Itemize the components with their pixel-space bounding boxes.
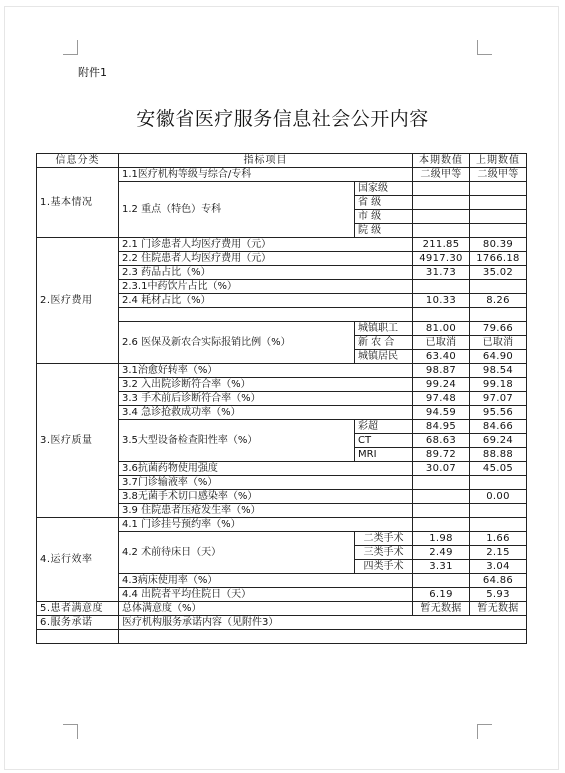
sub-item-cell: 国家级	[355, 182, 413, 196]
indicator-cell: 2.6 医保及新农合实际报销比例（%）	[119, 322, 355, 364]
previous-value: 88.88	[470, 448, 527, 462]
crop-mark-top-right	[477, 40, 492, 55]
category-satisfaction: 5.患者满意度	[37, 602, 119, 616]
current-value: 99.24	[413, 378, 470, 392]
current-value: 97.48	[413, 392, 470, 406]
previous-value: 暂无数据	[470, 602, 527, 616]
table-row	[37, 602, 527, 616]
indicator-cell: 4.1 门诊挂号预约率（%）	[119, 518, 413, 532]
table-row	[37, 630, 527, 644]
previous-value: 98.54	[470, 364, 527, 378]
previous-value: 2.15	[470, 546, 527, 560]
current-value: 暂无数据	[413, 602, 470, 616]
previous-value: 95.56	[470, 406, 527, 420]
previous-value: 64.90	[470, 350, 527, 364]
current-value	[413, 224, 470, 238]
table-header-row	[37, 154, 527, 168]
previous-value: 97.07	[470, 392, 527, 406]
previous-value	[470, 210, 527, 224]
current-value: 81.00	[413, 322, 470, 336]
previous-value: 80.39	[470, 238, 527, 252]
previous-value	[470, 196, 527, 210]
previous-value: 64.86	[470, 574, 527, 588]
current-value: 1.98	[413, 532, 470, 546]
sub-item-cell: 城镇职工	[355, 322, 413, 336]
current-value: 已取消	[413, 336, 470, 350]
current-value	[413, 476, 470, 490]
attachment-label: 附件1	[78, 66, 107, 79]
indicator-cell: 2.3 药品占比（%）	[119, 266, 413, 280]
crop-mark-bottom-right	[477, 724, 492, 739]
current-value: 89.72	[413, 448, 470, 462]
current-value: 2.49	[413, 546, 470, 560]
disclosure-table	[36, 153, 527, 644]
indicator-cell: 1.2 重点（特色）专科	[119, 182, 355, 238]
current-value: 211.85	[413, 238, 470, 252]
current-value: 6.19	[413, 588, 470, 602]
indicator-cell: 1.1医疗机构等级与综合/专科	[119, 168, 413, 182]
previous-value	[470, 182, 527, 196]
previous-value: 3.04	[470, 560, 527, 574]
current-value: 63.40	[413, 350, 470, 364]
table-row	[37, 518, 527, 532]
current-value	[413, 280, 470, 294]
indicator-cell: 2.1 门诊患者人均医疗费用（元）	[119, 238, 413, 252]
sub-item-cell: CT	[355, 434, 413, 448]
current-value: 4917.30	[413, 252, 470, 266]
current-value: 二级甲等	[413, 168, 470, 182]
current-value: 3.31	[413, 560, 470, 574]
sub-item-cell: 院 级	[355, 224, 413, 238]
previous-value: 二级甲等	[470, 168, 527, 182]
sub-item-cell: 三类手术	[355, 546, 413, 560]
current-value	[413, 518, 470, 532]
previous-value: 79.66	[470, 322, 527, 336]
header-previous: 上期数值	[470, 154, 527, 168]
previous-value: 8.26	[470, 294, 527, 308]
previous-value	[470, 224, 527, 238]
previous-value: 84.66	[470, 420, 527, 434]
indicator-cell: 3.4 急诊抢救成功率（%）	[119, 406, 413, 420]
table-row	[37, 364, 527, 378]
indicator-cell: 2.3.1中药饮片占比（%）	[119, 280, 413, 294]
category-commitment: 6.服务承诺	[37, 616, 119, 630]
crop-mark-top-left	[63, 40, 78, 55]
previous-value: 1766.18	[470, 252, 527, 266]
previous-value	[470, 518, 527, 532]
crop-mark-bottom-left	[63, 724, 78, 739]
previous-value	[470, 308, 527, 322]
previous-value	[470, 504, 527, 518]
indicator-cell: 3.3 手术前后诊断符合率（%）	[119, 392, 413, 406]
sub-item-cell: 四类手术	[355, 560, 413, 574]
indicator-cell: 医疗机构服务承诺内容（见附件3）	[119, 616, 527, 630]
sub-item-cell: 彩超	[355, 420, 413, 434]
indicator-cell: 3.1治愈好转率（%）	[119, 364, 413, 378]
current-value: 98.87	[413, 364, 470, 378]
previous-value: 45.05	[470, 462, 527, 476]
table-row	[37, 616, 527, 630]
current-value	[413, 196, 470, 210]
previous-value: 5.93	[470, 588, 527, 602]
current-value: 31.73	[413, 266, 470, 280]
category-quality: 3.医疗质量	[37, 364, 119, 518]
indicator-cell: 3.5大型设备检查阳性率（%）	[119, 420, 355, 462]
current-value: 84.95	[413, 420, 470, 434]
previous-value	[470, 280, 527, 294]
indicator-cell: 2.2 住院患者人均医疗费用（元）	[119, 252, 413, 266]
previous-value: 1.66	[470, 532, 527, 546]
previous-value: 已取消	[470, 336, 527, 350]
sub-item-cell: 省 级	[355, 196, 413, 210]
indicator-cell: 2.4 耗材占比（%）	[119, 294, 413, 308]
current-value: 30.07	[413, 462, 470, 476]
indicator-cell: 总体满意度（%）	[119, 602, 413, 616]
previous-value: 99.18	[470, 378, 527, 392]
document-title: 安徽省医疗服务信息社会公开内容	[136, 108, 429, 130]
indicator-cell: 3.8无菌手术切口感染率（%）	[119, 490, 413, 504]
previous-value	[470, 476, 527, 490]
sub-item-cell: 市 级	[355, 210, 413, 224]
current-value	[413, 504, 470, 518]
table-row	[37, 168, 527, 182]
indicator-cell: 3.2 入出院诊断符合率（%）	[119, 378, 413, 392]
category-basic: 1.基本情况	[37, 168, 119, 238]
blank-cell	[37, 630, 119, 644]
indicator-cell: 4.4 出院者平均住院日（天）	[119, 588, 413, 602]
current-value	[413, 308, 470, 322]
blank-cell	[119, 630, 527, 644]
indicator-cell: 3.7门诊输液率（%）	[119, 476, 413, 490]
current-value	[413, 210, 470, 224]
indicator-cell: 4.2 术前待床日（天）	[119, 532, 355, 574]
category-efficiency: 4.运行效率	[37, 518, 119, 602]
previous-value: 0.00	[470, 490, 527, 504]
indicator-cell: 3.6抗菌药物使用强度	[119, 462, 413, 476]
header-category: 信息分类	[37, 154, 119, 168]
current-value	[413, 574, 470, 588]
current-value: 10.33	[413, 294, 470, 308]
current-value: 94.59	[413, 406, 470, 420]
sub-item-cell: 城镇居民	[355, 350, 413, 364]
sub-item-cell: 新 农 合	[355, 336, 413, 350]
header-current: 本期数值	[413, 154, 470, 168]
current-value: 68.63	[413, 434, 470, 448]
indicator-cell: 3.9 住院患者压疮发生率（%）	[119, 504, 413, 518]
category-cost: 2.医疗费用	[37, 238, 119, 364]
sub-item-cell: MRI	[355, 448, 413, 462]
current-value	[413, 182, 470, 196]
header-indicator: 指标项目	[119, 154, 413, 168]
previous-value: 69.24	[470, 434, 527, 448]
indicator-cell: 4.3病床使用率（%）	[119, 574, 413, 588]
sub-item-cell: 二类手术	[355, 532, 413, 546]
table-row	[37, 238, 527, 252]
previous-value: 35.02	[470, 266, 527, 280]
indicator-cell	[119, 308, 413, 322]
current-value	[413, 490, 470, 504]
